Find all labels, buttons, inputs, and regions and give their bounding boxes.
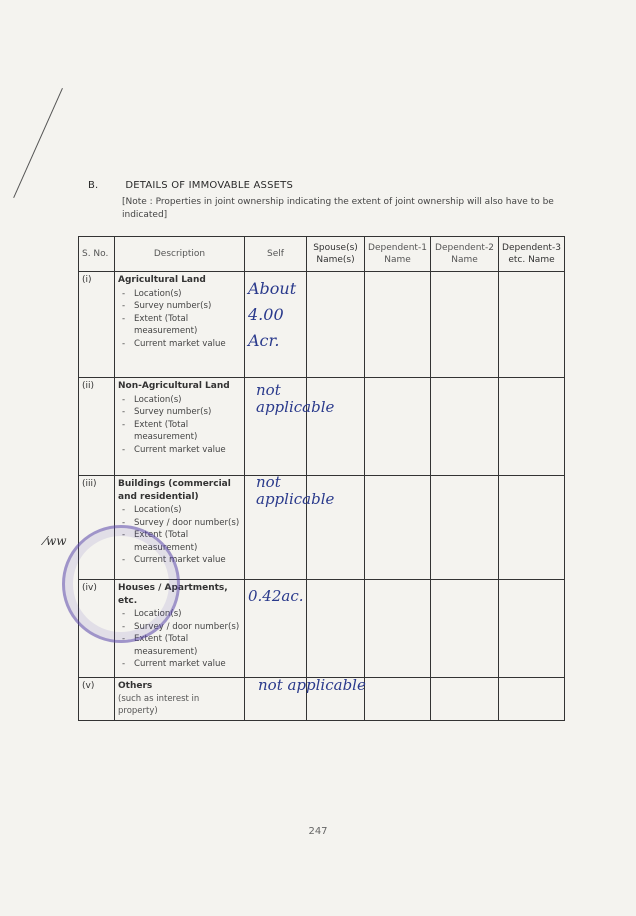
header-spouse: Spouse(s) Name(s) — [307, 237, 365, 272]
self-cell — [245, 272, 307, 378]
section-title: DETAILS OF IMMOVABLE ASSETS — [125, 180, 294, 191]
dependent-2-cell — [431, 678, 499, 721]
row-sub-item: - Survey / door number(s) — [122, 621, 241, 634]
header-dependent-2: Dependent-2 Name — [431, 237, 499, 272]
header-self: Self — [245, 237, 307, 272]
dependent-3-cell — [499, 272, 565, 378]
row-sub-item: - Location(s) — [122, 394, 241, 407]
row-sub-item: - Survey / door number(s) — [122, 517, 241, 530]
handwritten-entry: not applicable — [258, 676, 366, 694]
dependent-2-cell — [431, 378, 499, 476]
row-sno: (ii) — [79, 378, 115, 476]
official-stamp — [62, 525, 180, 643]
row-sno: (v) — [79, 678, 115, 721]
note-text: [Note : Properties in joint ownership indicating the extent of joint ownership will also have to be indicated] — [122, 197, 554, 220]
row-sub-item: - Extent (Total measurement) — [122, 313, 241, 338]
handwritten-entry: not applicable — [256, 381, 335, 416]
signature-mark: ⁄ww — [44, 534, 67, 548]
table-header-row — [79, 237, 565, 272]
section-heading — [88, 180, 293, 191]
row-sub-item: - Current market value — [122, 554, 241, 567]
dependent-3-cell — [499, 678, 565, 721]
self-cell — [245, 580, 307, 678]
row-category: Buildings (commercial and residential) — [118, 479, 231, 502]
dependent-3-cell — [499, 476, 565, 580]
row-sno: (i) — [79, 272, 115, 378]
scan-artifact-line — [13, 88, 118, 222]
dependent-1-cell — [365, 678, 431, 721]
row-sub-item: - Location(s) — [122, 288, 241, 301]
dependent-1-cell — [365, 272, 431, 378]
row-sno: (iii) — [79, 476, 115, 580]
row-sub-item: - Current market value — [122, 338, 241, 351]
dependent-2-cell — [431, 580, 499, 678]
dependent-1-cell — [365, 580, 431, 678]
dependent-2-cell — [431, 272, 499, 378]
header-sno: S. No. — [79, 237, 115, 272]
row-category: Houses / Apartments, etc. — [118, 583, 228, 606]
row-sub-item: - Current market value — [122, 444, 241, 457]
row-sub-item: - Survey number(s) — [122, 406, 241, 419]
dependent-2-cell — [431, 476, 499, 580]
row-sub-item: - Extent (Total measurement) — [122, 529, 241, 554]
table-row — [79, 272, 565, 378]
header-dependent-3: Dependent-3 etc. Name — [499, 237, 565, 272]
handwritten-entry: 0.42ac. — [248, 587, 304, 605]
row-sub-item: - Location(s) — [122, 608, 241, 621]
row-sno: (iv) — [79, 580, 115, 678]
row-sub-item: - Current market value — [122, 658, 241, 671]
header-description: Description — [115, 237, 245, 272]
dependent-3-cell — [499, 580, 565, 678]
spouse-cell — [307, 580, 365, 678]
row-category: Others — [118, 681, 153, 691]
row-category: Agricultural Land — [118, 275, 206, 285]
dependent-3-cell — [499, 378, 565, 476]
row-description — [115, 378, 245, 476]
handwritten-entry: not applicable — [256, 473, 335, 508]
dependent-1-cell — [365, 378, 431, 476]
row-sub-item: - Extent (Total measurement) — [122, 633, 241, 658]
section-number: B. — [88, 180, 99, 191]
dependent-1-cell — [365, 476, 431, 580]
handwritten-entry: About 4.00 Acr. — [248, 279, 297, 350]
row-category: Non-Agricultural Land — [118, 381, 230, 391]
row-description — [115, 678, 245, 721]
row-subnote: (such as interest in property) — [118, 693, 200, 716]
row-sub-item: - Location(s) — [122, 504, 241, 517]
row-sub-item: - Extent (Total measurement) — [122, 419, 241, 444]
header-dependent-1: Dependent-1 Name — [365, 237, 431, 272]
page-number: 247 — [308, 826, 328, 837]
spouse-cell — [307, 272, 365, 378]
row-description — [115, 272, 245, 378]
row-sub-item: - Survey number(s) — [122, 300, 241, 313]
